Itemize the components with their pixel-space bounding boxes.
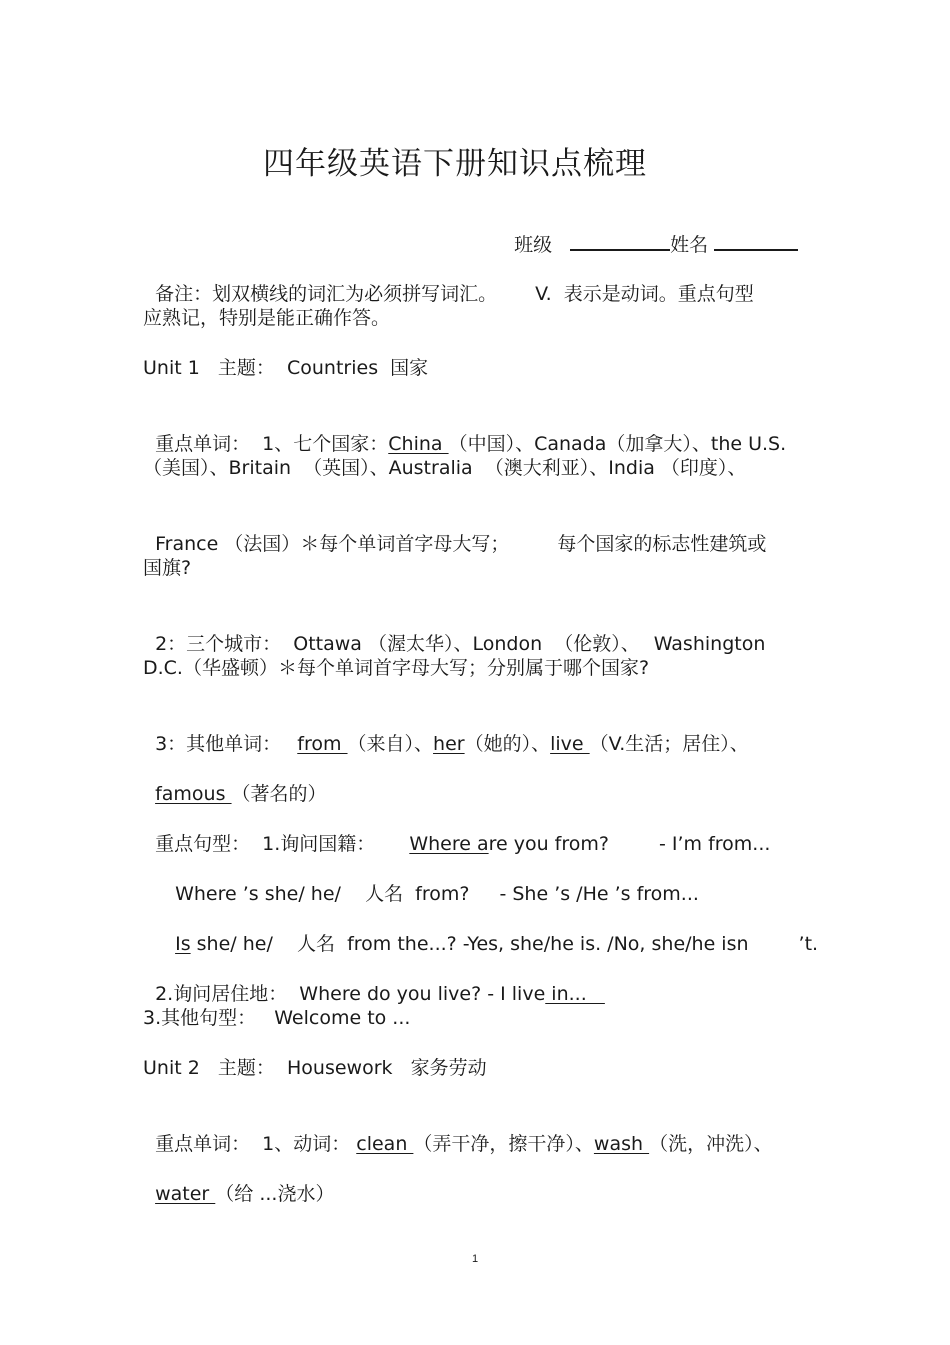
other-words-line	[143, 705, 749, 757]
unit1-vocab-line-4: 国旗?	[143, 557, 192, 579]
sentence-is-end: ’t.	[798, 933, 819, 955]
sentence-line-3	[163, 905, 818, 957]
sentence-is: Is	[175, 933, 191, 955]
vocab-countries: （中国）、Canada（加拿大）、the U.S.	[448, 433, 787, 455]
word-famous-cn: （著名的）	[231, 783, 327, 805]
unit1-vocab-line-1	[143, 405, 786, 457]
sentence-is-rest: she/ he/ 人名 from the...? -Yes, she/he is. /No, she/he isn	[190, 933, 749, 955]
sentence-line-1	[143, 805, 770, 857]
header-fields	[502, 205, 798, 258]
note-line-2: 应熟记，特别是能正确作答。	[143, 307, 391, 329]
live-question-line	[143, 955, 605, 1007]
vocab-prefix: 重点单词： 1、七个国家：	[155, 433, 389, 455]
word-water: water	[155, 1183, 216, 1205]
word-live-cn: （V.生活；居住）、	[589, 733, 749, 755]
cities-line-1	[143, 605, 765, 657]
live-question: 2.询问居住地： Where do you live? - I live	[155, 983, 546, 1005]
unit2-heading: Unit 2 主题： Housework 家务劳动	[143, 1057, 487, 1079]
live-answer-blank: in...	[545, 983, 605, 1005]
unit1-vocab-line-2: （美国）、Britain （英国）、Australia （澳大利亚）、India （印度）、	[143, 457, 747, 479]
word-live: live	[550, 733, 590, 755]
sentence-prefix: 重点句型： 1.询问国籍：	[155, 833, 376, 855]
unit2-vocab-prefix: 重点单词： 1、动词：	[155, 1133, 351, 1155]
cities-line-2: D.C.（华盛顿）＊每个单词首字母大写；分别属于哪个国家?	[143, 657, 650, 679]
vocab-france: France （法国）＊每个单词首字母大写；	[155, 533, 510, 555]
note-line-1	[143, 255, 754, 307]
sentence-answer: - I’m from...	[658, 833, 771, 855]
word-from-cn: （来自）、	[347, 733, 434, 755]
page-number: 1	[471, 1253, 479, 1265]
word-famous: famous	[155, 783, 232, 805]
page-title: 四年级英语下册知识点梳理	[263, 146, 647, 182]
word-china: China	[388, 433, 449, 455]
class-blank[interactable]	[570, 231, 670, 251]
word-her: her	[433, 733, 465, 755]
city-washington: Washington	[653, 633, 766, 655]
word-clean-cn: （弄干净，擦干净）、	[413, 1133, 594, 1155]
unit2-vocab-line-1	[143, 1105, 773, 1157]
famous-line	[143, 755, 327, 807]
word-clean: clean	[356, 1133, 414, 1155]
word-wash: wash	[593, 1133, 650, 1155]
other-sentence-line: 3.其他句型： Welcome to ...	[143, 1007, 411, 1029]
class-label: 班级	[514, 234, 553, 256]
sentence-line-2	[163, 855, 699, 907]
note-verb: V. 表示是动词。重点句型	[535, 283, 754, 305]
word-her-cn: （她的）、	[464, 733, 551, 755]
word-from: from	[297, 733, 348, 755]
cities-text: 2：三个城市： Ottawa （渥太华）、London （伦敦）、	[155, 633, 640, 655]
unit1-heading: Unit 1 主题： Countries 国家	[143, 357, 429, 379]
name-label: 姓名	[670, 234, 709, 256]
sentence-where: Where a	[409, 833, 489, 855]
sentence-where-rest: re you from?	[488, 833, 609, 855]
name-blank[interactable]	[714, 231, 798, 251]
note-text: 备注：划双横线的词汇为必须拼写词汇。	[155, 283, 498, 305]
word-wash-cn: （洗，冲洗）、	[649, 1133, 773, 1155]
sentence-reply: - She ’s /He ’s from...	[499, 883, 699, 905]
unit2-vocab-line-2	[143, 1155, 334, 1207]
unit1-vocab-line-3	[143, 505, 766, 557]
vocab-landmark: 每个国家的标志性建筑或	[557, 533, 767, 555]
other-prefix: 3：其他单词：	[155, 733, 294, 755]
sentence-question: Where ’s she/ he/ 人名 from?	[175, 883, 470, 905]
word-water-cn: （给 ...浇水）	[215, 1183, 335, 1205]
